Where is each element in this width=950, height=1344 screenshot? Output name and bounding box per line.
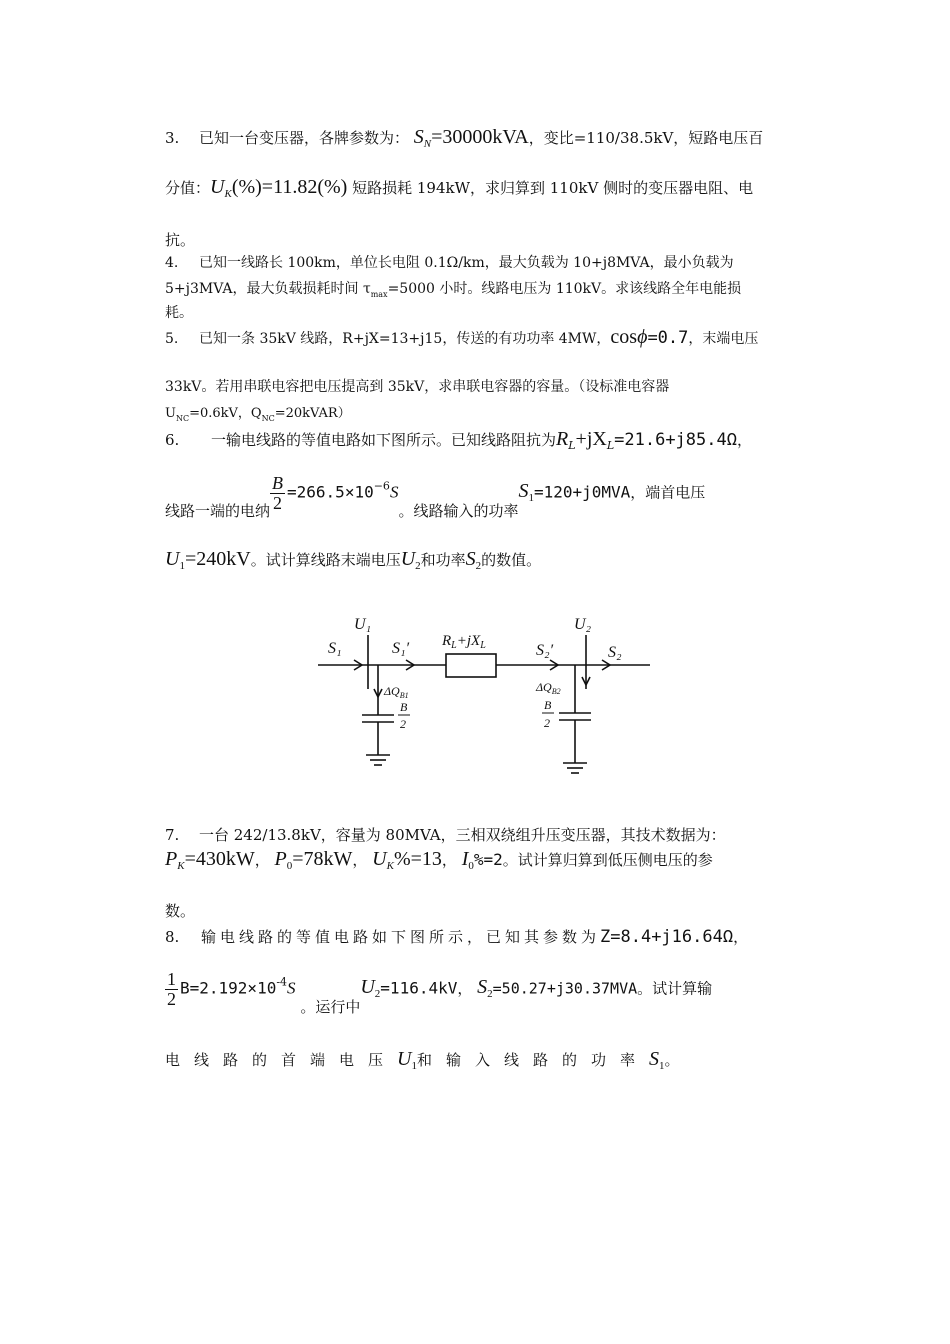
q6-eq-r-sub: L: [568, 439, 576, 452]
label-s1p: S₁′: [392, 640, 410, 657]
q3-text3: 分值：: [165, 179, 211, 197]
q5-number: 5.: [165, 331, 179, 347]
q5-text2: ，末端电压: [688, 331, 759, 347]
q6-text4: ，端首电压: [630, 483, 706, 502]
q3-text1: 已知一台变压器，各牌参数为：: [199, 129, 410, 147]
cap2-den: 2: [544, 716, 550, 730]
q8-line2: $\frac{1}{2}$ $B=2.192\times 10^{-4}S$ 。运行中$U_2=116.4kV$， $S_2=50.27+j30.37MVA$。试计算输: [167, 969, 713, 1016]
q5-unc-sub: NC: [175, 414, 190, 423]
q6-frac-den: 2: [273, 492, 283, 513]
q7-eq-uk: %=13: [393, 848, 442, 870]
q5-text3: 33kV。若用串联电容把电压提高到 35kV，求串联电容器的容量。（设标准电容器: [165, 379, 670, 395]
q8-frac: [165, 970, 178, 1009]
q4-text3: 耗。: [165, 305, 193, 321]
q4-line1: [165, 252, 734, 272]
q3-line1: [165, 126, 763, 150]
label-u1: U₁: [354, 616, 372, 633]
q5-text4a: U: [165, 406, 176, 421]
q7-eq-p0: =78kW: [292, 848, 353, 870]
q3-eq-uk-symbol: $U_K$: [210, 176, 232, 200]
q8-eq-b-unit: S: [287, 978, 296, 998]
q5-eq-cos: cos: [610, 326, 638, 348]
q4-text2b: =5000 小时。线路电压为 110kV。求该线路全年电能损: [387, 281, 742, 297]
q6-eq-u1-sym: $U_1$: [165, 548, 185, 572]
cap1-num: B: [400, 700, 408, 714]
q8-frac-num: 1: [167, 969, 176, 989]
q8-eq-b-exp: -4: [276, 975, 288, 989]
q8-line3: [165, 1048, 680, 1072]
q8-comma: ，: [733, 928, 749, 946]
q6-text1: 一输电线路的等值电路如下图所示。已知线路阻抗为: [211, 431, 557, 449]
label-s2p: S₂′: [536, 642, 554, 659]
q6-text7: 的数值。: [481, 551, 542, 569]
q7-line1: [165, 824, 726, 845]
circuit-diagram: [310, 605, 660, 785]
q7-uk-sym: $U_K$: [372, 848, 394, 872]
q6-eq-u1: =240kV: [184, 548, 251, 570]
q8-s2-sym: $S_2$: [477, 976, 493, 1001]
q3-text4: 短路损耗 194kW，求归算到 110kV 侧时的变压器电阻、电: [352, 179, 754, 197]
q7-pk-sym: $P_K$: [165, 848, 185, 872]
q7-i0-sym: $I_0$: [461, 848, 474, 872]
label-s2: S₂: [608, 644, 622, 661]
q6-line2: [165, 473, 706, 520]
q6-text3: 。线路输入的功率: [398, 501, 519, 520]
impedance-box: [446, 654, 496, 677]
q7-text1: 一台 242/13.8kV，容量为 80MVA，三相双绕组升压变压器，其技术数据为：: [199, 826, 726, 844]
label-qb1: $\Delta Q_{B1}$: [384, 684, 409, 700]
q4-line3: [165, 302, 193, 322]
q8-text3: 。试计算输: [637, 979, 713, 998]
q8-eq-b: B=2.192×10: [180, 978, 277, 998]
q6-comma: ，: [736, 431, 752, 449]
q5-text4c: =20kVAR）: [274, 406, 351, 421]
q3-number: 3.: [165, 129, 180, 147]
q3-line3: [165, 229, 195, 250]
q7-text2: 。试计算归算到低压侧电压的参: [502, 851, 713, 869]
q6-line1: [165, 428, 752, 452]
q6-text2: 线路一端的电纳: [165, 501, 271, 520]
q5-line3: [165, 402, 351, 423]
q8-text2: 。运行中: [300, 997, 361, 1016]
q6-eq-b: =266.5×10: [287, 482, 374, 502]
q8-text6: 。: [664, 1051, 680, 1069]
q8-text5: 和输入线路的功率: [416, 1051, 649, 1069]
q8-eq-s2: =50.27+j30.37MVA: [492, 979, 638, 998]
label-u2: U₂: [574, 616, 592, 633]
q6-eq-r: R: [556, 428, 569, 450]
q3-text2: ，变比=110/38.5kV，短路电压百: [528, 129, 764, 147]
q3-eq-sn: =30000kVA: [431, 126, 529, 148]
q4-line2: [165, 278, 741, 299]
q8-u1-sym: $U_1$: [397, 1048, 417, 1072]
q6-line3: [165, 548, 541, 572]
q8-eq-z: Z=8.4+j16.64Ω: [600, 927, 734, 947]
label-s1: S₁: [328, 640, 342, 657]
q8-u2-sym: $U_2$: [360, 976, 381, 1001]
q7-p0-sym: $P_0$: [274, 848, 293, 872]
q4-tau-sub: max: [370, 290, 388, 299]
q6-text5: 。试计算线路末端电压: [250, 551, 401, 569]
q6-eq-u2-sym: $U_2$: [400, 548, 421, 572]
q5-qnc-sub: NC: [261, 414, 275, 423]
q4-number: 4.: [165, 255, 179, 271]
q6-eq-val: =21.6+j85.4Ω: [614, 430, 737, 450]
q6-eq-s1-sym: $S_1$: [518, 480, 534, 505]
q5-line1: [165, 326, 758, 349]
cap2-num: B: [544, 698, 552, 712]
q8-text1: 输电线路的等值电路如下图所示，已知其参数为: [201, 928, 601, 946]
q5-text4b: =0.6kV，Q: [189, 406, 262, 421]
q3-eq-uk: (%)=11.82(%): [231, 176, 348, 198]
label-impedance: $R_L+jX_L$: [442, 633, 486, 651]
q8-frac-den: 2: [167, 988, 176, 1009]
q4-text1: 已知一线路长 100km，单位长电阻 0.1Ω/km，最大负载为 10+j8MVA，最小负载为: [199, 255, 734, 271]
q6-eq-s1: =120+j0MVA: [533, 482, 631, 502]
q6-eq-mid: +jX: [575, 428, 607, 450]
label-qb2: $\Delta Q_{B2}$: [536, 680, 561, 696]
q7-number: 7.: [165, 826, 180, 844]
q8-number: 8.: [165, 928, 180, 946]
q6-number: 6.: [165, 431, 180, 449]
q3-text5: 抗。: [165, 231, 196, 249]
q5-line2: [165, 376, 669, 396]
q4-text2a: 5+j3MVA，最大负载损耗时间 τ: [165, 281, 371, 297]
q5-eq-phi: ϕ: [637, 326, 648, 348]
q8-eq-u2: =116.4kV: [380, 978, 458, 998]
q8-s1-sym: $S_1$: [648, 1048, 665, 1072]
q8-line1: [165, 926, 748, 947]
q6-frac-num: B: [272, 473, 284, 493]
q6-eq-b-unit: S: [389, 482, 399, 502]
q7-eq-pk: =430kW: [184, 848, 255, 870]
cap1-den: 2: [400, 717, 406, 731]
q7-eq-i0: %=2: [473, 850, 503, 869]
q6-text6: 和功率: [420, 551, 466, 569]
q8-text4: 电线路的首端电压: [165, 1051, 398, 1069]
q6-frac: [270, 474, 285, 513]
q7-line2: $P_K=430kW$， $P_0=78kW$， $U_K\%=13$， $I_0\%=2$。试计算归算到低压侧电压的参: [165, 848, 713, 872]
q5-text1: 已知一条 35kV 线路，R+jX=13+j15，传送的有功功率 4MW，: [199, 331, 611, 347]
q7-text3: 数。: [165, 902, 196, 920]
q3-eq-sn-symbol: $S_N$: [413, 126, 432, 150]
q6-eq-b-exp: −6: [373, 479, 390, 493]
q3-line2: [165, 176, 753, 200]
q6-eq-x-sub: L: [606, 439, 615, 452]
q5-eq-val: =0.7: [647, 328, 689, 348]
q7-line3: [165, 900, 195, 921]
q6-eq-s2-sym: $S_2$: [465, 548, 482, 572]
